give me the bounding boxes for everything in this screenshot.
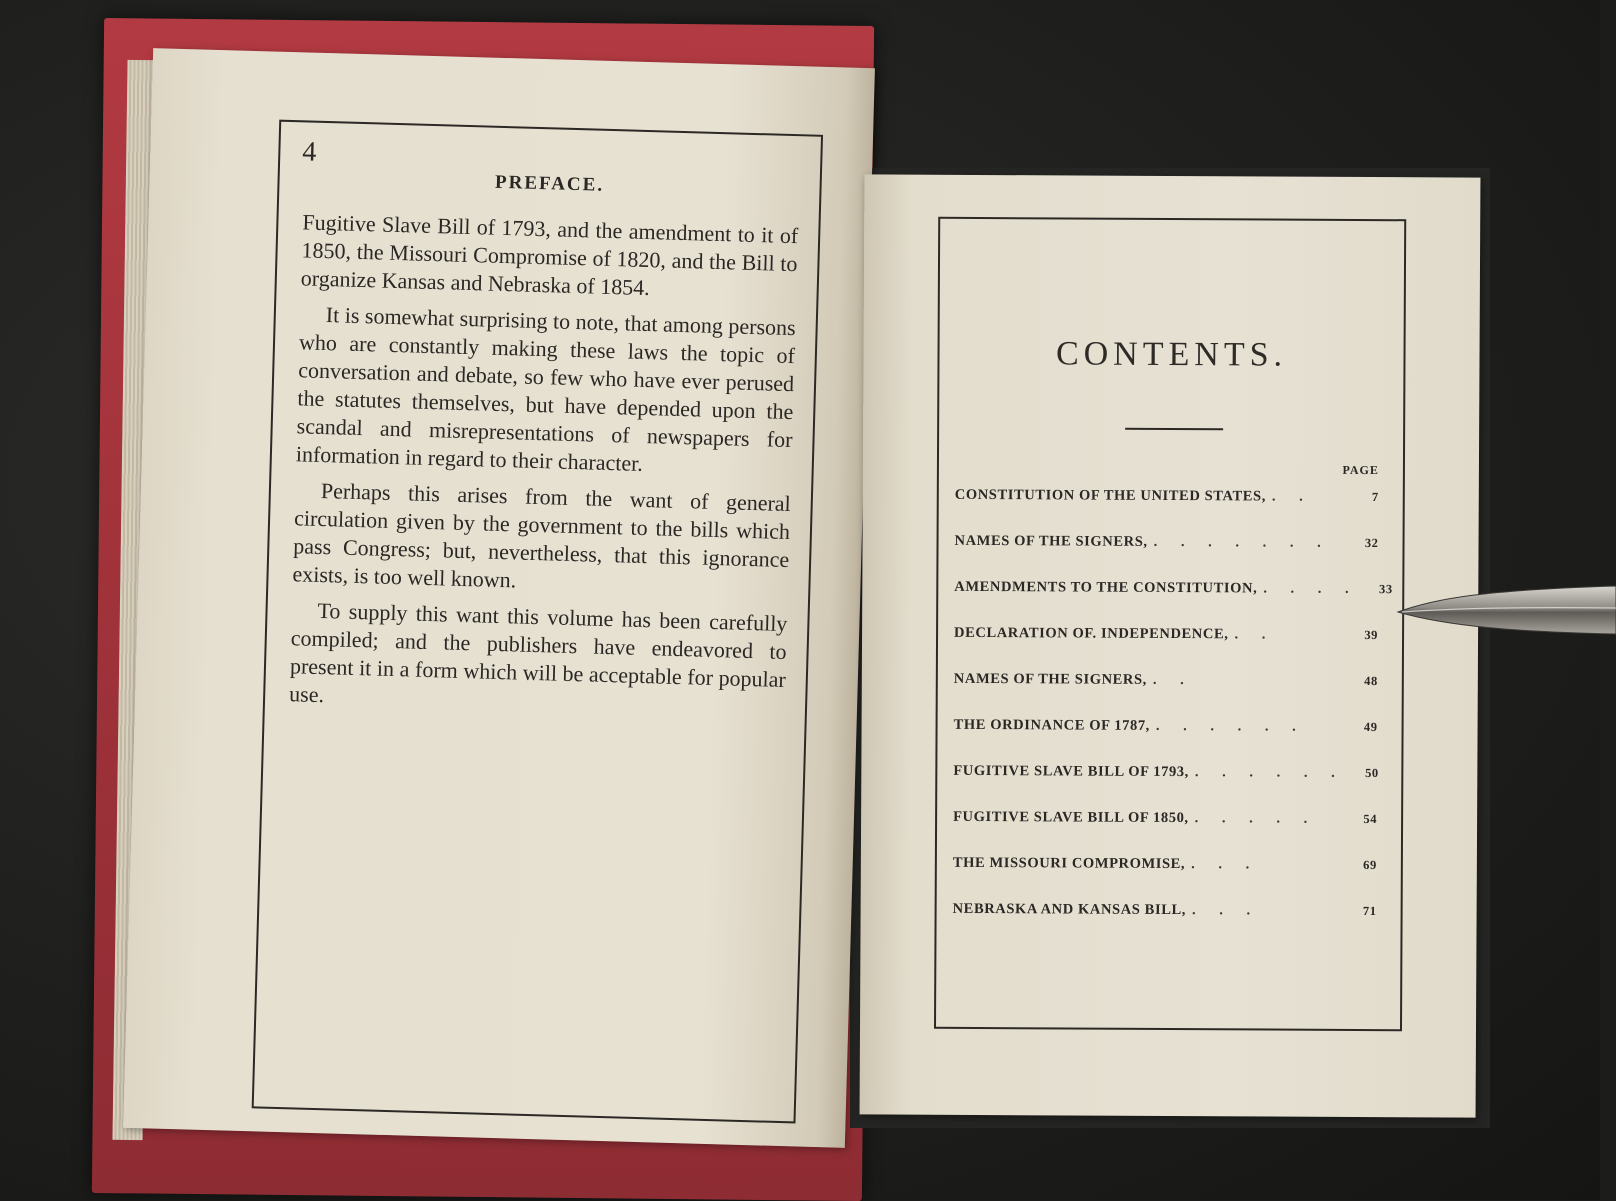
toc-entry — [952, 901, 1376, 949]
toc-entry-page: 71 — [1362, 904, 1377, 919]
toc-leader: . . . — [1191, 856, 1260, 873]
toc-leader: . . . — [1191, 902, 1261, 919]
toc-entry — [954, 533, 1378, 581]
toc-leader: . . . . . — [1194, 810, 1318, 827]
toc-entry-title: THE MISSOURI COMPROMISE, — [952, 854, 1186, 873]
toc-entry-page: 39 — [1364, 628, 1379, 643]
toc-entry-page: 48 — [1364, 674, 1378, 689]
toc-leader: . . — [1271, 488, 1313, 505]
right-page-frame — [934, 217, 1406, 1031]
preface-paragraph: Fugitive Slave Bill of 1793, and the amendment to it of 1850, the Missouri Compromise of 1820, and the Bill to organize Kansas and Nebraska of 1854. — [300, 209, 799, 301]
metal-blade-pointer-icon — [1396, 580, 1616, 640]
title-rule — [1125, 428, 1223, 431]
preface-paragraph: Perhaps this arises from the want of general circulation given by the government to the bills which pass Congress; but, nevertheless, that this ignorance exists, is too well known. — [292, 477, 792, 593]
table-of-contents — [952, 486, 1393, 949]
toc-entry-title: THE ORDINANCE OF 1787, — [953, 716, 1150, 734]
toc-entry-page: 7 — [1371, 490, 1379, 505]
toc-entry — [953, 809, 1377, 857]
left-page-frame — [252, 120, 823, 1124]
toc-entry-page: 49 — [1363, 720, 1378, 735]
toc-entry-page: 69 — [1363, 858, 1377, 873]
toc-entry-title: FUGITIVE SLAVE BILL OF 1793, — [953, 762, 1189, 781]
preface-text — [289, 208, 799, 730]
toc-entry — [955, 487, 1379, 535]
contents-title: CONTENTS. — [1055, 335, 1288, 374]
toc-leader: . . . . . . — [1155, 717, 1306, 735]
toc-leader: . . . . . . — [1194, 764, 1345, 781]
toc-entry-title: NEBRASKA AND KANSAS BILL, — [952, 900, 1187, 919]
toc-entry — [954, 578, 1393, 627]
toc-entry — [954, 671, 1378, 719]
left-page — [123, 48, 875, 1148]
toc-entry-title: AMENDMENTS TO THE CONSTITUTION, — [954, 578, 1258, 597]
toc-leader: . . . . . . . — [1153, 533, 1331, 551]
toc-leader: . . — [1152, 671, 1194, 689]
toc-entry-title: NAMES OF THE SIGNERS, — [954, 532, 1148, 550]
toc-entry-page: 54 — [1363, 812, 1378, 827]
running-head: PREFACE. — [494, 171, 605, 196]
toc-leader: . . . . — [1263, 580, 1359, 597]
toc-entry-page: 50 — [1365, 766, 1379, 781]
page-number: 4 — [301, 136, 317, 168]
toc-entry-page: 32 — [1364, 536, 1379, 551]
toc-entry-title: NAMES OF THE SIGNERS, — [953, 670, 1147, 688]
toc-entry-title: CONSTITUTION OF THE UNITED STATES, — [954, 486, 1266, 505]
preface-paragraph: It is somewhat surprising to note, that among persons who are constantly making these laws the topic of conversation and debate, so few who have ever perused the statutes themselves, but have depended upon the scandal and misrepresentations of newspapers for information in regard to their character. — [295, 302, 797, 476]
toc-leader: . . — [1234, 626, 1276, 643]
right-page — [860, 174, 1481, 1117]
toc-entry-title: FUGITIVE SLAVE BILL OF 1850, — [953, 808, 1189, 827]
toc-entry — [953, 717, 1377, 765]
page-column-label: PAGE — [1342, 462, 1379, 478]
preface-paragraph: To supply this want this volume has been carefully compiled; and the publishers have endeavored to present it in a form which will be acceptable for popular use. — [288, 597, 788, 708]
toc-entry — [953, 763, 1377, 811]
toc-entry — [953, 855, 1377, 903]
toc-entry — [954, 625, 1378, 673]
toc-entry-title: DECLARATION OF. INDEPENDENCE, — [954, 624, 1229, 643]
toc-entry-page: 33 — [1378, 582, 1393, 597]
